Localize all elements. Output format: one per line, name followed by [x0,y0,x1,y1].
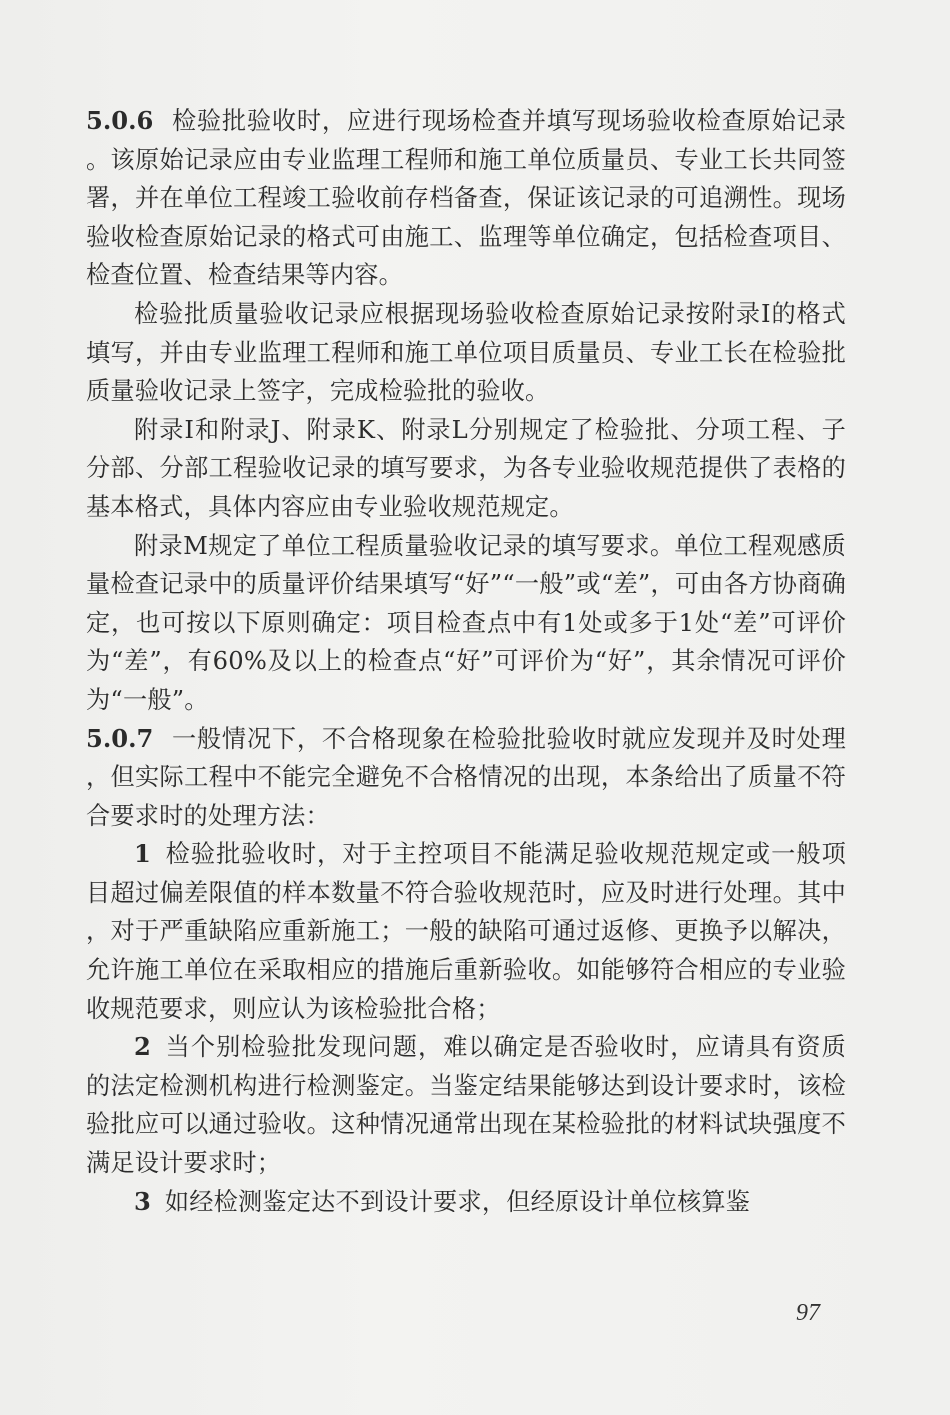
paragraph-appendix-m [86,527,846,720]
list-item-3 [86,1183,846,1222]
list-item-2 [86,1028,846,1182]
clause-paragraph-5-0-7 [86,720,846,836]
paragraph-text: 附录M规定了单位工程质量验收记录的填写要求。单位工程观感质量检查记录中的质量评价结果填写“好”“一般”或“差”，可由各方协商确定，也可按以下原则确定：项目检查点中有1处或多于1处“差”可评价为“差”，有60%及以上的检查点“好”可评价为“好”，其余情况可评价为“一般”。 [86,531,846,714]
paragraph-text: 检验批质量验收记录应根据现场验收检查原始记录按附录I的格式填写，并由专业监理工程师和施工单位项目质量员、专业工长在检验批质量验收记录上签字，完成检验批的验收。 [86,299,846,406]
item-number: 1 [134,839,151,869]
paragraph-text: 检验批验收时，应进行现场检查并填写现场验收检查原始记录。该原始记录应由专业监理工程师和施工单位质量员、专业工长共同签署，并在单位工程竣工验收前存档备查，保证该记录的可追溯性。现场验收检查原始记录的格式可由施工、监理等单位确定，包括检查项目、检查位置、检查结果等内容。 [86,107,846,290]
clause-number: 5.0.6 [86,106,154,135]
item-number: 2 [134,1032,151,1062]
clause-paragraph-5-0-6 [86,102,846,295]
paragraph-text: 当个别检验批发现问题，难以确定是否验收时，应请具有资质的法定检测机构进行检测鉴定。当鉴定结果能够达到设计要求时，该检验批应可以通过验收。这种情况通常出现在某检验批的材料试块强度不满足设计要求时； [86,1033,846,1178]
paragraph-appendix-ijkl [86,411,846,527]
clause-number: 5.0.7 [86,723,154,753]
page-number: 97 [796,1300,820,1326]
list-item-1 [86,835,846,1028]
paragraph-inspection-record [86,295,846,411]
paragraph-text: 一般情况下，不合格现象在检验批验收时就应发现并及时处理，但实际工程中不能完全避免不合格情况的出现，本条给出了质量不符合要求时的处理方法： [86,724,846,830]
paragraph-text: 如经检测鉴定达不到设计要求，但经原设计单位核算鉴 [164,1187,751,1216]
paragraph-text: 附录I和附录J、附录K、附录L分别规定了检验批、分项工程、子分部、分部工程验收记录的填写要求，为各专业验收规范提供了表格的基本格式，具体内容应由专业验收规范规定。 [86,415,846,521]
page-content [86,102,846,1221]
item-number: 3 [134,1186,151,1216]
paragraph-text: 检验批验收时，对于主控项目不能满足验收规范规定或一般项目超过偏差限值的样本数量不符合验收规范时，应及时进行处理。其中，对于严重缺陷应重新施工；一般的缺陷可通过返修、更换予以解决，允许施工单位在采取相应的措施后重新验收。如能够符合相应的专业验收规范要求，则应认为该检验批合格； [86,840,846,1023]
